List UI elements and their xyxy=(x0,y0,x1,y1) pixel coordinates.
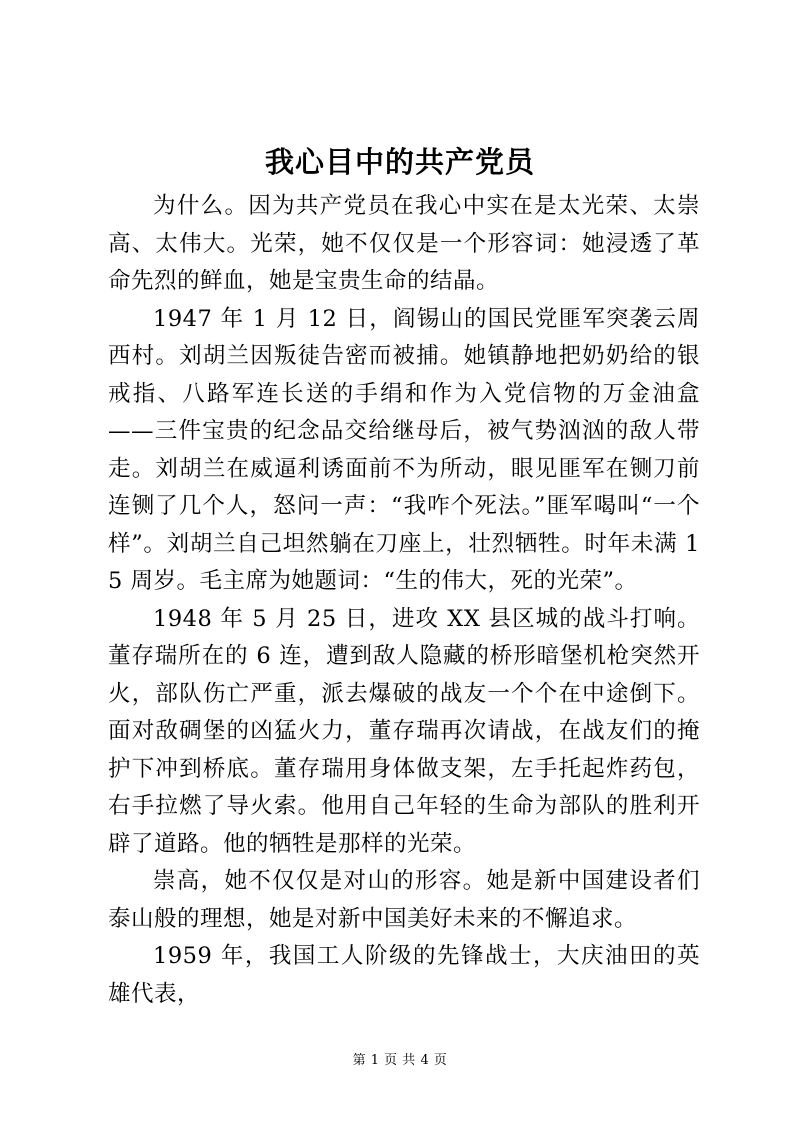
paragraph-5: 1959 年，我国工人阶级的先锋战士，大庆油田的英雄代表， xyxy=(108,943,700,1007)
paragraph-2: 1947 年 1 月 12 日，阎锡山的国民党匪军突袭云周西村。刘胡兰因叛徒告密而被捕。她镇静地把奶奶给的银戒指、八路军连长送的手绢和作为入党信物的万金油盒——三件宝贵的纪念品交给继母后，被气势汹汹的敌人带走。刘胡兰在威逼利诱面前不为所动，眼见匪军在铡刀前连铡了几个人，怒问一声：“我咋个死法。”匪军喝叫“一个样”。刘胡兰自己坦然躺在刀座上，壮烈牺牲。时年未满 15 周岁。毛主席为她题词：“生的伟大，死的光荣”。 xyxy=(108,305,700,594)
paragraph-1: 为什么。因为共产党员在我心中实在是太光荣、太崇高、太伟大。光荣，她不仅仅是一个形容词：她浸透了革命先烈的鲜血，她是宝贵生命的结晶。 xyxy=(108,193,700,294)
paragraph-3: 1948 年 5 月 25 日，进攻 XX 县区城的战斗打响。董存瑞所在的 6 连，遭到敌人隐藏的桥形暗堡机枪突然开火，部队伤亡严重，派去爆破的战友一个个在中途倒下。面对敌碉堡的凶猛火力，董存瑞再次请战，在战友们的掩护下冲到桥底。董存瑞用身体做支架，左手托起炸药包，右手拉燃了导火索。他用自己年轻的生命为部队的胜利开辟了道路。他的牺牲是那样的光荣。 xyxy=(108,605,700,857)
document-body xyxy=(108,188,700,1013)
page-footer: 第 1 页 共 4 页 xyxy=(352,1053,448,1068)
paragraph-4: 崇高，她不仅仅是对山的形容。她是新中国建设者们泰山般的理想，她是对新中国美好未来的不懈追求。 xyxy=(108,868,700,932)
document-title: 我心目中的共产党员 xyxy=(264,145,535,179)
